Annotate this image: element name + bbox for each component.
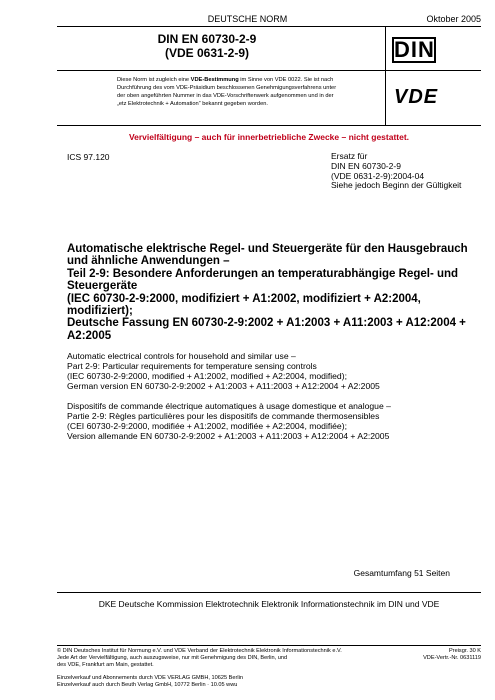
header-bottom-rule [57,125,481,126]
dke-top-rule [57,592,481,593]
title-line: Automatic electrical controls for household and similar use – [67,351,296,361]
title-line: Steuergeräte [67,280,138,293]
copyright-line: Jede Art der Vervielfältigung, auch auszugsweise, nur mit Genehmigung des DIN, Berlin, und [57,655,288,661]
footer-top-rule [57,645,481,646]
copy-warning: Vervielfältigung – auch für innerbetriebliche Zwecke – nicht gestattet. [128,132,410,142]
header-middle-rule [57,70,481,71]
replacement-info [331,152,461,191]
title-german [67,243,477,342]
title-line: (CEI 60730-2-9:2000, modifiée + A1:2002, modifiée + A2:2004, modifiée); [67,421,347,431]
title-line: Teil 2-9: Besondere Anforderungen an temperaturabhängige Regel- und [67,267,459,280]
title-line: Automatische elektrische Regel- und Steuergeräte für den Hausgebrauch [67,243,468,255]
title-line: A2:2005 [67,329,112,342]
title-line: (IEC 60730-2-9:2000, modifiziert + A1:2002, modifiziert + A2:2004, [67,292,421,305]
document-code [57,32,357,60]
title-line: Version allemande EN 60730-2-9:2002 + A1:2003 + A11:2003 + A12:2004 + A2:2005 [67,431,390,441]
replacement-line: Ersatz für [331,151,368,161]
vde-logo: VDE [394,86,439,108]
publication-date: Oktober 2005 [426,14,481,24]
price-info [423,648,481,662]
title-line: modifiziert); [67,305,133,318]
document-code-line: DIN EN 60730-2-9 [157,32,257,46]
norm-type-label: DEUTSCHE NORM [207,14,288,24]
copyright-line: des VDE, Frankfurt am Main, gestattet. [57,662,154,668]
price-line: Preisgr. 30 K [448,648,481,654]
replacement-line: Siehe jedoch Beginn der Gültigkeit [331,180,462,191]
total-pages: Gesamtumfang 51 Seiten [353,568,450,578]
title-line: Deutsche Fassung EN 60730-2-9:2002 + A1:2003 + A11:2003 + A12:2004 + [67,317,466,330]
replacement-line: DIN EN 60730-2-9 [331,160,401,171]
vde-notice [117,76,383,108]
din-logo: DIN [394,37,435,62]
dke-commission: DKE Deutsche Kommission Elektrotechnik Elektronik Informationstechnik im DIN und VDE [98,599,440,609]
header-top-rule [57,26,481,27]
title-english [67,351,477,391]
document-code-line: (VDE 0631-2-9) [164,46,250,60]
title-line: Part 2-9: Particular requirements for temperature sensing controls [67,361,317,371]
price-line: VDE-Vertr.-Nr. 0631119 [423,655,481,661]
sales-line: Einzelverkauf und Abonnements durch VDE VERLAG GMBH, 10625 Berlin [57,675,243,681]
title-line: German version EN 60730-2-9:2002 + A1:2003 + A11:2003 + A12:2004 + A2:2005 [67,381,380,391]
notice-line: der oben angeführten Nummer in das VDE-Vorschriftenwerk aufgenommen und in der [117,93,334,99]
title-line: Dispositifs de commande électrique automatiques à usage domestique et analogue – [67,401,391,411]
copyright-line: © DIN Deutsches Institut für Normung e.V. und VDE Verband der Elektrotechnik Elektronik Informationstechnik e.V. [57,648,342,654]
notice-line: „etz Elektrotechnik + Automation“ bekannt gegeben worden. [117,101,268,107]
notice-line: Diese Norm ist zugleich eine VDE-Bestimmung im Sinne von VDE 0022. Sie ist nach [117,77,334,83]
title-line: (IEC 60730-2-9:2000, modified + A1:2002, modified + A2:2004, modified); [67,371,347,381]
header-vertical-divider [385,27,386,125]
ics-code: ICS 97.120 [67,152,110,162]
title-french [67,401,482,441]
sales-line: Einzelverkauf auch durch Beuth Verlag GmbH, 10772 Berlin · 10.05 wwu [57,682,238,688]
title-line: und ähnliche Anwendungen – [67,255,230,268]
notice-line: Durchführung des vom VDE-Präsidium beschlossenen Genehmigungsverfahrens unter [117,85,337,91]
copyright-notice [57,648,387,669]
title-line: Partie 2-9: Règles particulières pour les dispositifs de commande thermosensibles [67,411,380,421]
sales-info [57,675,357,689]
replacement-line: (VDE 0631-2-9):2004-04 [331,170,425,181]
